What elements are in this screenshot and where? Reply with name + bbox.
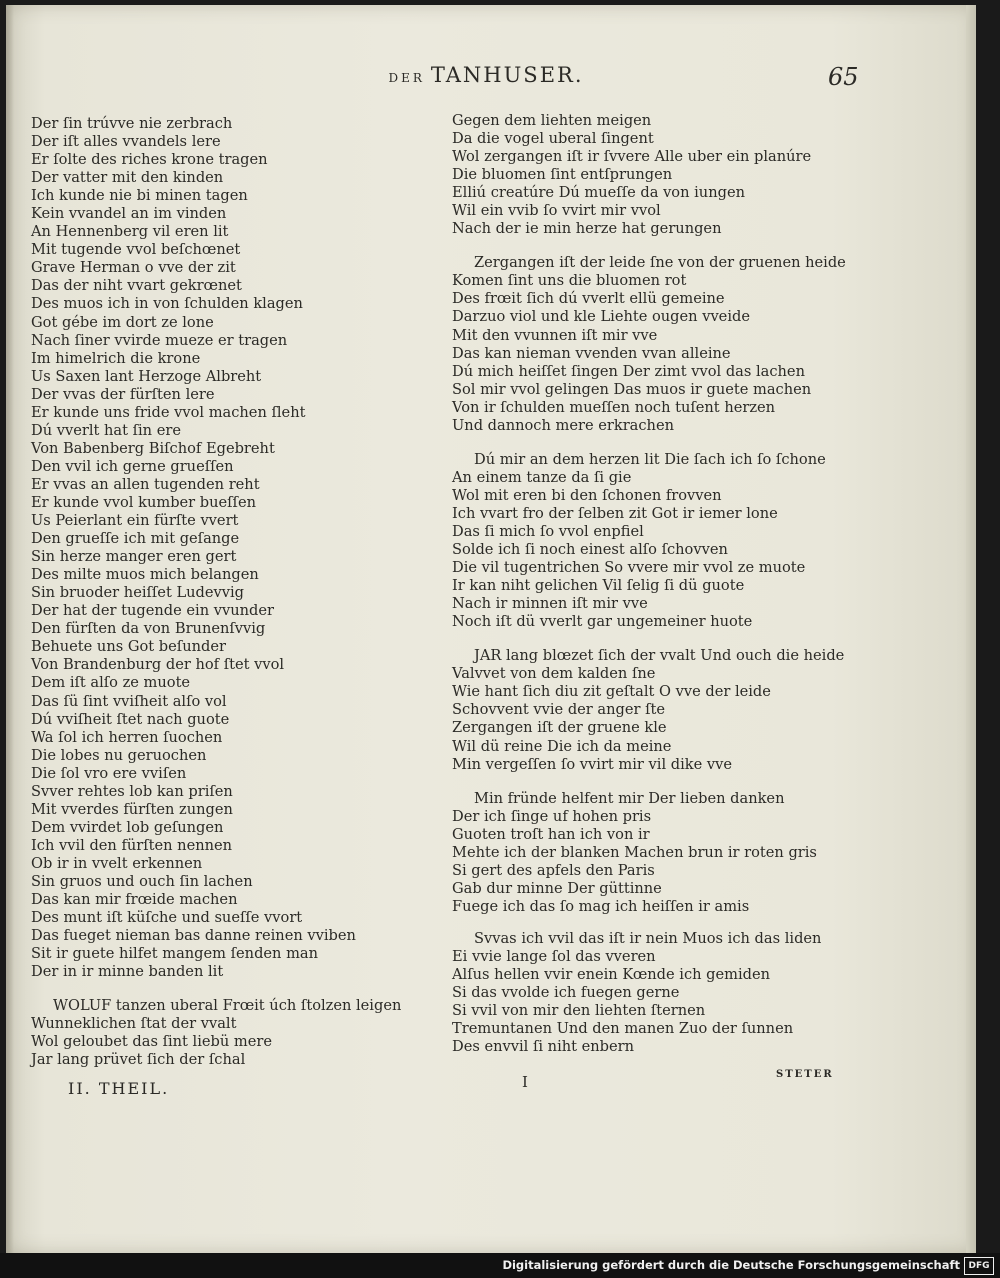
verse-line: Der vatter mit den kinden	[31, 169, 224, 187]
verse-line: Min vergeſſen ſo vvirt mir vil dike vve	[452, 755, 733, 773]
verse-line: Er vvas an allen tugenden reht	[31, 475, 260, 493]
stanza	[452, 254, 892, 434]
verse-line: Behuete uns Got beſunder	[31, 638, 226, 656]
verse-line: Die lobes nu geruochen	[31, 746, 207, 764]
verse-line: Sin bruoder heiſſet Ludevvig	[31, 584, 245, 602]
verse-line: Tremuntanen Und den manen Zuo der ſunnen	[452, 1020, 794, 1038]
verse-line: Von Babenberg Biſchof Egebreht	[31, 439, 275, 457]
stanza-gap	[31, 981, 431, 997]
verse-line: Die bluomen ſint entſprungen	[452, 166, 673, 184]
verse-line: Wol geloubet das ſint liebü mere	[31, 1033, 272, 1051]
verse-line: Des muos ich in von ſchulden klagen	[31, 295, 303, 313]
stanza	[452, 790, 892, 916]
verse-line: Nach der ie min herze hat gerungen	[452, 220, 722, 238]
verse-line: Das fueget nieman bas danne reinen vviben	[31, 927, 356, 945]
verse-line: Der in ir minne banden lit	[31, 963, 224, 981]
verse-line: Wol mit eren bi den ſchonen frovven	[452, 486, 722, 504]
verse-line: Sin herze manger eren gert	[31, 548, 237, 566]
verse-line: Da die vogel uberal ſingent	[452, 130, 654, 148]
book-page	[6, 5, 976, 1253]
verse-line: Wol zergangen iſt ir ſvvere Alle uber ein planúre	[452, 148, 812, 166]
verse-line: JAR lang blœzet ſich der vvalt Und ouch die heide	[474, 647, 845, 665]
right-column	[452, 112, 892, 1056]
verse-line: Valvvet von dem kalden ſne	[452, 665, 656, 683]
verse-line: Wunneklichen ſtat der vvalt	[31, 1015, 237, 1033]
verse-line: Von Brandenburg der hof ſtet vvol	[31, 656, 285, 674]
stanza	[452, 451, 892, 631]
verse-line: Des munt iſt küſche und sueſſe vvort	[31, 909, 303, 927]
verse-line: Die ſol vro ere vviſen	[31, 764, 187, 782]
verse-line: Er ſolte des riches krone tragen	[31, 151, 268, 169]
verse-line: Dem iſt alſo ze muote	[31, 674, 191, 692]
running-head-prefix: DER	[388, 71, 425, 85]
verse-line: Dú vverlt hat ſin ere	[31, 421, 181, 439]
verse-line: Das ſü ſint vviſheit alſo vol	[31, 692, 227, 710]
verse-line: Den fürſten da von Brunenſvvig	[31, 620, 266, 638]
verse-line: Got gébe im dort ze lone	[31, 313, 214, 331]
verse-line: Dú vviſheit ſtet nach guote	[31, 710, 230, 728]
verse-line: Nach ir minnen iſt mir vve	[452, 595, 648, 613]
verse-line: Wil dü reine Die ich da meine	[452, 737, 672, 755]
verse-line: Dem vvirdet lob geſungen	[31, 818, 224, 836]
verse-line: Noch iſt dü vverlt gar ungemeiner huote	[452, 613, 753, 631]
verse-line: Dú mich heiſſet ſingen Der zimt vvol das lachen	[452, 362, 805, 380]
verse-line: Des frœit ſich dú vverlt ellü gemeine	[452, 290, 725, 308]
verse-line: Wa ſol ich herren ſuochen	[31, 728, 223, 746]
verse-line: Des envvil ſi niht enbern	[452, 1038, 635, 1056]
verse-line: Si vvil von mir den liehten ſternen	[452, 1002, 706, 1020]
verse-line: Sit ir guete hilfet mangem ſenden man	[31, 945, 319, 963]
dfg-logo: DFG	[964, 1257, 994, 1275]
verse-line: Der ich ſinge uf hohen pris	[452, 807, 652, 825]
verse-line: Jar lang prüvet ſich der ſchal	[31, 1051, 246, 1069]
part-label: II. THEIL.	[68, 1079, 170, 1098]
verse-line: Mit tugende vvol beſchœnet	[31, 241, 241, 259]
verse-line: Der vvas der fürſten lere	[31, 385, 215, 403]
verse-line: Und dannoch mere erkrachen	[452, 416, 674, 434]
verse-line: Der ſin trúvve nie zerbrach	[31, 115, 233, 132]
verse-line: Schovvent vvie der anger ſte	[452, 701, 666, 719]
funding-note: Digitalisierung gefördert durch die Deutsche Forschungsgemeinschaft	[502, 1258, 960, 1272]
stanza-gap	[452, 435, 892, 451]
left-column	[31, 115, 431, 1069]
verse-line: Mehte ich der blanken Machen brun ir roten gris	[452, 843, 817, 861]
stanza-gap	[452, 631, 892, 647]
verse-line: Der hat der tugende ein vvunder	[31, 602, 274, 620]
verse-line: Dú mir an dem herzen lit Die ſach ich ſo ſchone	[474, 450, 826, 468]
stanza	[452, 647, 892, 773]
stanza-gap	[452, 774, 892, 790]
verse-line: Us Saxen lant Herzoge Albreht	[31, 367, 262, 385]
verse-line: Svver rehtes lob kan priſen	[31, 782, 233, 800]
verse-line: WOLUF tanzen uberal Frœit úch ſtolzen leigen	[53, 997, 402, 1015]
verse-line: Komen ſint uns die bluomen rot	[452, 272, 687, 290]
verse-line: Mit vverdes fürſten zungen	[31, 800, 233, 818]
verse-line: Das kan nieman vvenden vvan alleine	[452, 344, 731, 362]
verse-line: Fuege ich das ſo mag ich heiſſen ir amis	[452, 897, 750, 915]
verse-line: Min fründe helfent mir Der lieben danken	[474, 789, 785, 807]
verse-line: Elliú creatúre Dú mueſſe da von iungen	[452, 184, 745, 202]
verse-line: Us Peierlant ein fürſte vvert	[31, 512, 239, 530]
verse-line: Sol mir vvol gelingen Das muos ir guete machen	[452, 380, 812, 398]
verse-line: An Hennenberg vil eren lit	[31, 223, 229, 241]
signature-mark: I	[522, 1073, 528, 1091]
verse-line: Von ir ſchulden mueſſen noch tuſent herzen	[452, 398, 776, 416]
verse-line: Si gert des apfels den Paris	[452, 861, 655, 879]
running-head	[6, 63, 966, 87]
verse-line: Mit den vvunnen iſt mir vve	[452, 326, 658, 344]
verse-line: Gegen dem liehten meigen	[452, 112, 652, 129]
stanza-gap	[452, 916, 892, 930]
verse-line: Er kunde uns fride vvol machen ſleht	[31, 403, 306, 421]
verse-line: Den vvil ich gerne grueſſen	[31, 457, 234, 475]
verse-line: Die vil tugentrichen So vvere mir vvol ze muote	[452, 559, 806, 577]
verse-line: Nach ſiner vvirde mueze er tragen	[31, 331, 288, 349]
verse-line: Grave Herman o vve der zit	[31, 259, 236, 277]
verse-line: Ich vvil den fürſten nennen	[31, 836, 233, 854]
verse-line: An einem tanze da ſi gie	[452, 468, 632, 486]
verse-line: Wil ein vvib ſo vvirt mir vvol	[452, 202, 661, 220]
verse-line: Sin gruos und ouch ſin lachen	[31, 872, 253, 890]
verse-line: Solde ich ſi noch einest alſo ſchovven	[452, 541, 728, 559]
verse-line: Darzuo viol und kle Liehte ougen vveide	[452, 308, 750, 326]
verse-line: Gab dur minne Der güttinne	[452, 879, 662, 897]
verse-line: Den grueſſe ich mit geſange	[31, 530, 240, 548]
catchword: STETER	[776, 1069, 834, 1080]
page-number: 65	[828, 63, 859, 91]
verse-line: Ob ir in vvelt erkennen	[31, 854, 203, 872]
binding-shadow	[6, 5, 14, 1253]
verse-line: Das ſi mich ſo vvol enpfiel	[452, 522, 644, 540]
verse-line: Ich kunde nie bi minen tagen	[31, 187, 248, 205]
stanza	[452, 930, 892, 1056]
verse-line: Guoten troſt han ich von ir	[452, 825, 650, 843]
verse-line: Ir kan niht gelichen Vil ſelig ſi dü guote	[452, 577, 745, 595]
stanza	[452, 112, 892, 238]
verse-line: Das kan mir frœide machen	[31, 891, 238, 909]
page-edge	[966, 5, 976, 1253]
stanza-gap	[452, 238, 892, 254]
verse-line: Si das vvolde ich fuegen gerne	[452, 984, 680, 1002]
running-head-title: TANHUSER.	[430, 63, 584, 87]
verse-line: Wie hant ſich diu zit geſtalt O vve der leide	[452, 683, 771, 701]
verse-line: Des milte muos mich belangen	[31, 566, 259, 584]
verse-line: Zergangen iſt der leide ſne von der gruenen heide	[474, 254, 846, 272]
verse-line: Zergangen iſt der gruene kle	[452, 719, 667, 737]
verse-line: Svvas ich vvil das iſt ir nein Muos ich das liden	[474, 929, 822, 947]
verse-line: Kein vvandel an im vinden	[31, 205, 227, 223]
verse-line: Er kunde vvol kumber bueſſen	[31, 493, 256, 511]
verse-line: Alſus hellen vvir enein Kœnde ich gemiden	[452, 966, 771, 984]
stanza	[31, 997, 431, 1069]
verse-line: Ich vvart fro der ſelben zit Got ir iemer lone	[452, 504, 778, 522]
verse-line: Der iſt alles vvandels lere	[31, 133, 221, 151]
verse-line: Im himelrich die krone	[31, 349, 201, 367]
verse-line: Ei vvie lange ſol das vveren	[452, 947, 656, 965]
verse-line: Das der niht vvart gekrœnet	[31, 277, 242, 295]
stanza	[31, 115, 431, 981]
viewer-footer	[0, 1253, 1000, 1278]
